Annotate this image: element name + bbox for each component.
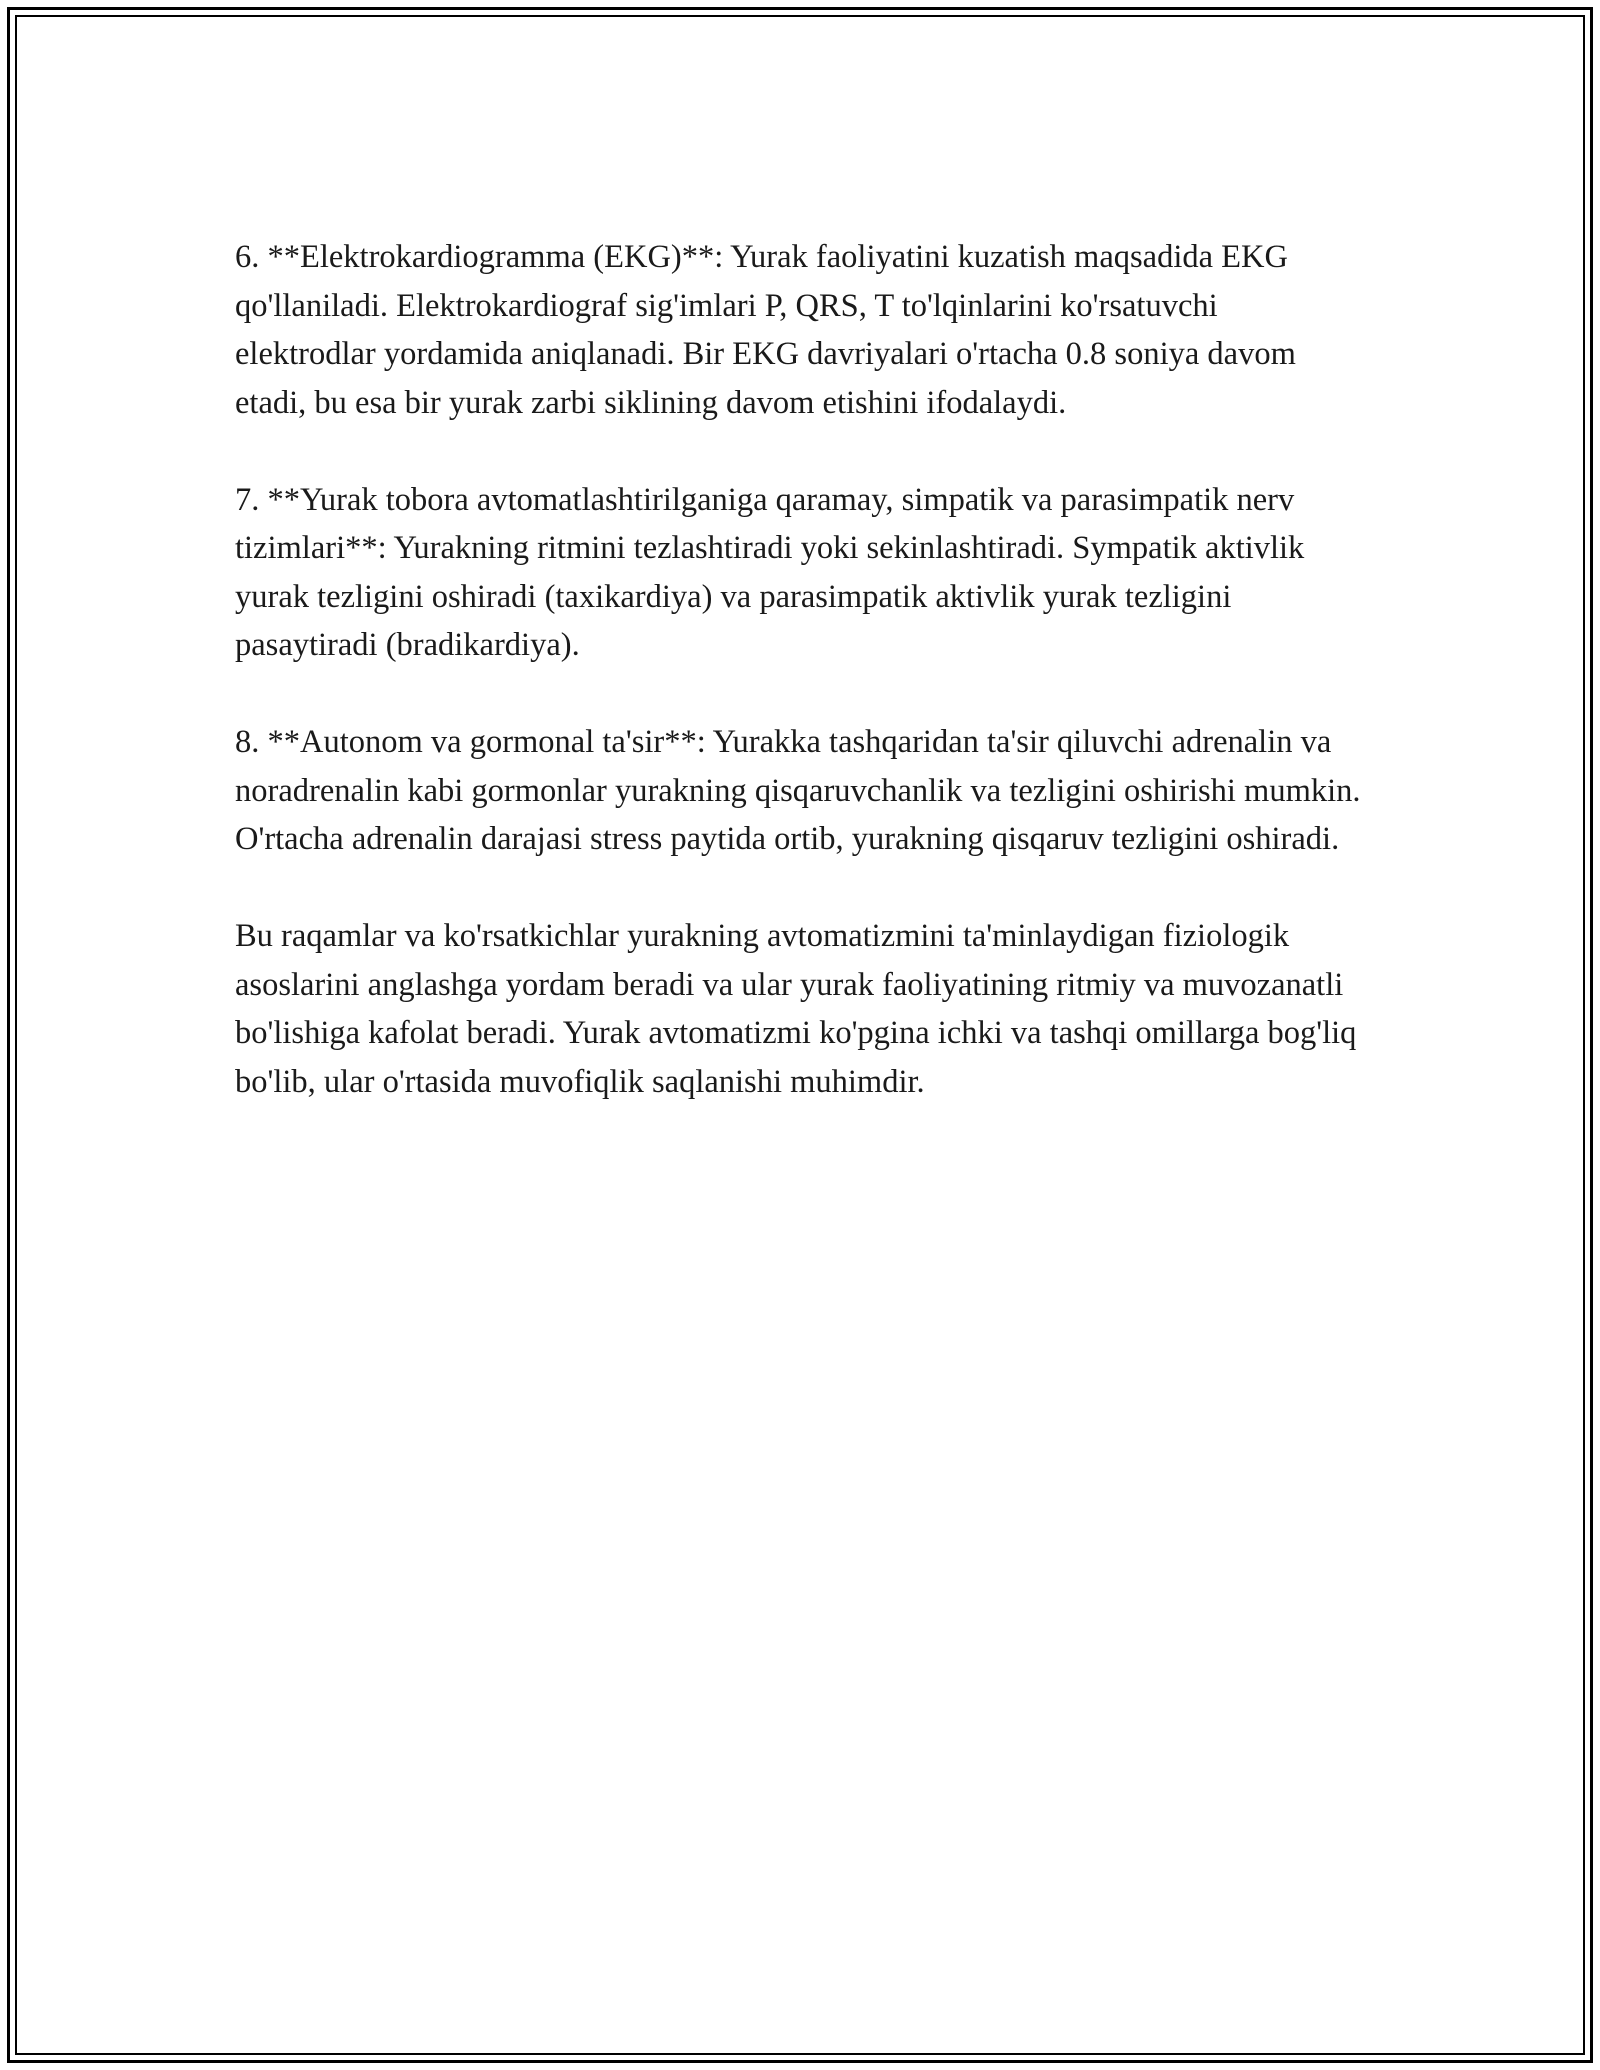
paragraph-nervous-system: 7. **Yurak tobora avtomatlashtirilganiga qaramay, simpatik va parasimpatik nerv tizimlari**: Yurakning ritmini tezlashtiradi yoki sekinlashtiradi. Sympatik aktivlik yurak tezligini oshiradi (taxikardiya) va parasimpatik aktivlik yurak tezligini pasaytiradi (bradikardiya).: [235, 481, 1305, 663]
document-body: [235, 233, 1365, 1106]
paragraph-hormonal-influence: 8. **Autonom va gormonal ta'sir**: Yurakka tashqaridan ta'sir qiluvchi adrenalin va noradrenalin kabi gormonlar yurakning qisqaruvchanlik va tezligini oshirishi mumkin. O'rtacha adrenalin darajasi stress paytida ortib, yurakning qisqaruv tezligini oshiradi.: [235, 724, 1361, 857]
paragraph-conclusion: Bu raqamlar va ko'rsatkichlar yurakning avtomatizmini ta'minlaydigan fiziologik asoslarini anglashga yordam beradi va ular yurak faoliyatining ritmiy va muvozanatli bo'lishiga kafolat beradi. Yurak avtomatizmi ko'pgina ichki va tashqi omillarga bog'liq bo'lib, ular o'rtasida muvofiqlik saqlanishi muhimdir.: [235, 918, 1357, 1100]
paragraph-ekg: 6. **Elektrokardiogramma (EKG)**: Yurak faoliyatini kuzatish maqsadida EKG qo'llaniladi. Elektrokardiograf sig'imlari P, QRS, T to'lqinlarini ko'rsatuvchi elektrodlar yordamida aniqlanadi. Bir EKG davriyalari o'rtacha 0.8 soniya davom etadi, bu esa bir yurak zarbi siklining davom etishini ifodalaydi.: [235, 239, 1296, 421]
